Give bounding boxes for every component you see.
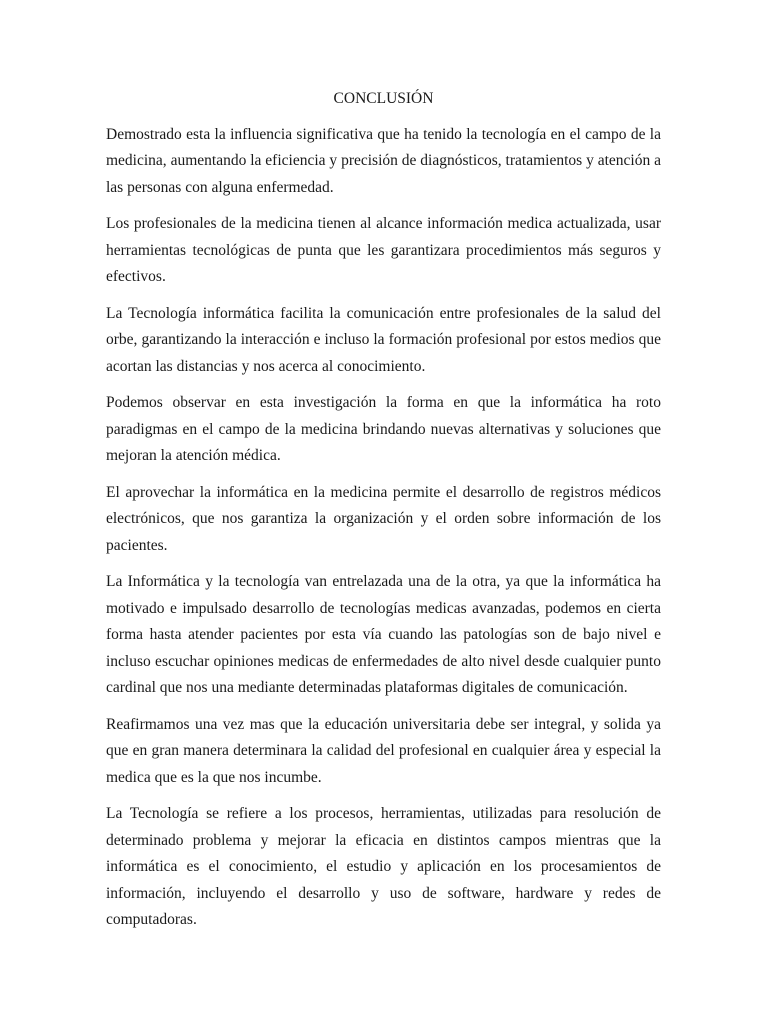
paragraph-8: La Tecnología se refiere a los procesos, herramientas, utilizadas para resolución de determinado problema y mejorar la eficacia en distintos campos mientras que la informática es el conocimiento, el estudio y aplicación en los procesamientos de información, incluyendo el desarrollo y uso de software, hardware y redes de computadoras. — [106, 805, 661, 928]
document-page — [106, 86, 661, 944]
paragraph-6: La Informática y la tecnología van entrelazada una de la otra, ya que la informática ha motivado e impulsado desarrollo de tecnologías medicas avanzadas, podemos en cierta forma hasta atender pacientes por esta vía cuando las patologías son de bajo nivel e incluso escuchar opiniones medicas de enfermedades de alto nivel desde cualquier punto cardinal que nos una mediante determinadas plataformas digitales de comunicación. — [106, 573, 661, 696]
paragraph-1: Demostrado esta la influencia significativa que ha tenido la tecnología en el campo de la medicina, aumentando la eficiencia y precisión de diagnósticos, tratamientos y atención a las personas con alguna enfermedad. — [106, 125, 661, 196]
paragraph-5: El aprovechar la informática en la medicina permite el desarrollo de registros médicos electrónicos, que nos garantiza la organización y el orden sobre información de los pacientes. — [106, 483, 661, 554]
paragraph-2: Los profesionales de la medicina tienen al alcance información medica actualizada, usar herramientas tecnológicas de punta que les garantizara procedimientos más seguros y efectivos. — [106, 215, 661, 285]
paragraph-4: Podemos observar en esta investigación la forma en que la informática ha roto paradigmas en el campo de la medicina brindando nuevas alternativas y soluciones que mejoran la atención médica. — [106, 394, 661, 464]
page-title: CONCLUSIÓN — [333, 90, 434, 107]
paragraph-7: Reafirmamos una vez mas que la educación universitaria debe ser integral, y solida ya que en gran manera determinara la calidad del profesional en cualquier área y especial la medica que es la que nos incumbe. — [106, 715, 661, 786]
paragraph-3: La Tecnología informática facilita la comunicación entre profesionales de la salud del orbe, garantizando la interacción e incluso la formación profesional por estos medios que acortan las distancias y nos acerca al conocimiento. — [106, 304, 661, 375]
